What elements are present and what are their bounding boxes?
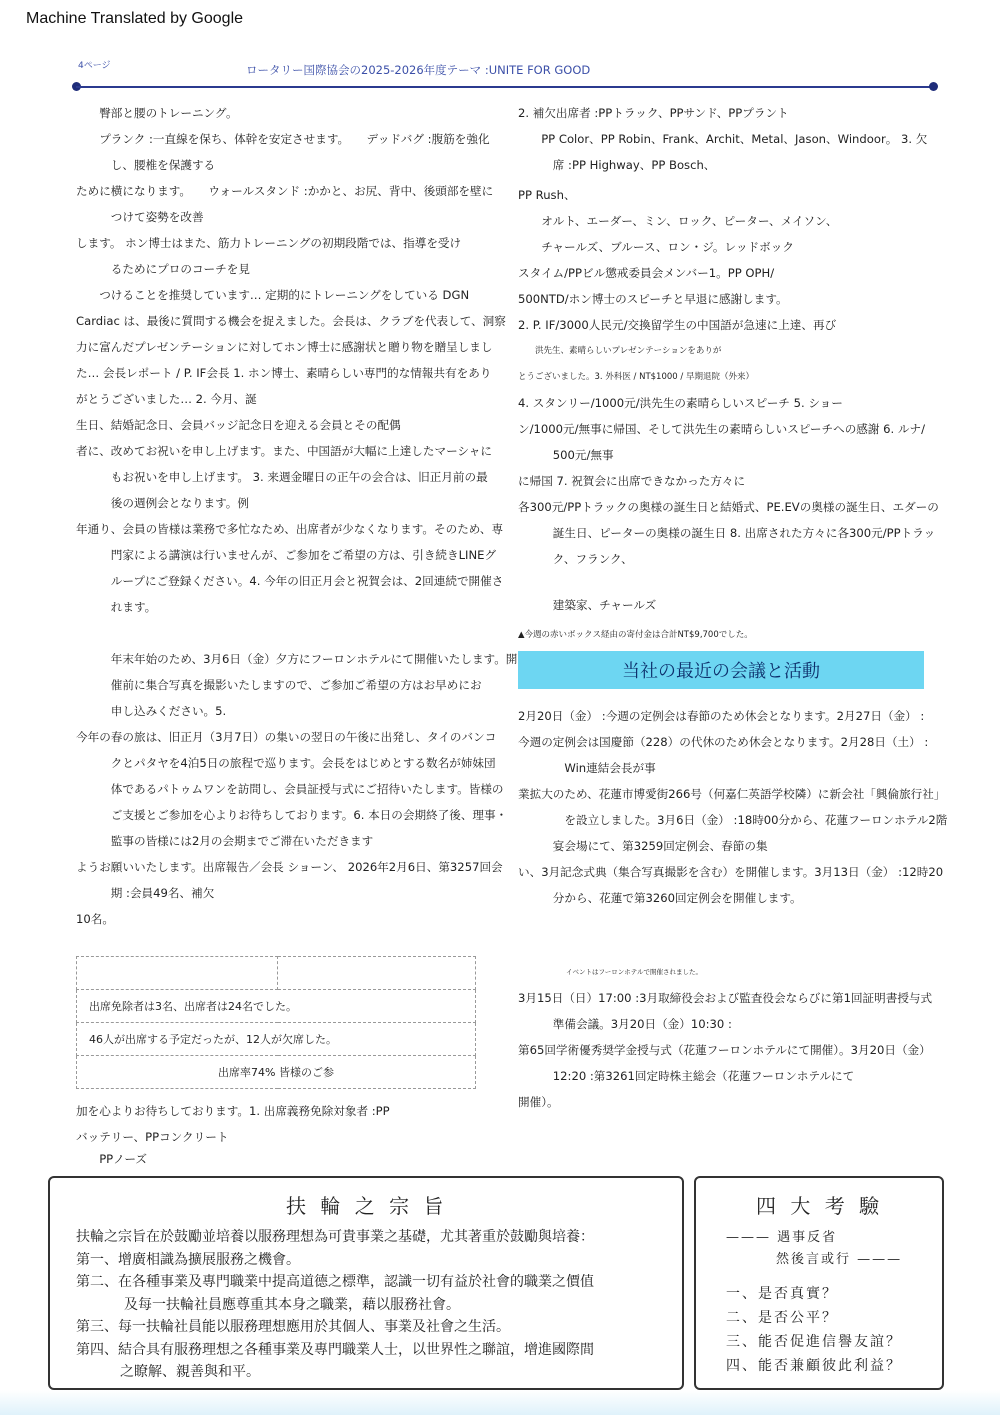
text-line: れます。 <box>76 600 157 614</box>
four-way-subtitle-1: ——— 遇事反省 <box>726 1230 838 1245</box>
attendance-table <box>76 956 476 1089</box>
machine-translated-label: Machine Translated by Google <box>26 10 244 27</box>
small-text-line: とうございました。3. 外科医 / NT$1000 / 早期退院（外来） <box>518 372 754 382</box>
text-line: つけて姿勢を改善 <box>76 210 204 224</box>
text-line: バッテリー、PPコンクリート <box>76 1130 229 1144</box>
blank-line <box>76 620 496 646</box>
meetings-column <box>518 703 948 1115</box>
page-theme: ロータリー国際協会の2025-2026年度テーマ :UNITE FOR GOOD <box>246 63 591 77</box>
text-line: 門家による講演は行いませんが、ご参加をご希望の方は、引き続きLINEグ <box>76 548 497 562</box>
table-row <box>77 1023 476 1056</box>
table-cell <box>278 957 476 990</box>
text-line: 申し込みください。5. <box>76 704 227 718</box>
list-item: 一、是否真實？ <box>726 1286 838 1302</box>
text-line: 年末年始のため、3月6日（金）夕方にフーロンホテルにて開催いたします。開 <box>76 652 518 666</box>
text-line: 第三、每一扶輪社員能以服務理想應用於其個人、事業及社會之生活。 <box>76 1319 510 1335</box>
table-row <box>77 957 476 990</box>
text-line: 体であるパトゥムワンを訪問し、会員証授与式にご招待いたします。皆様の <box>76 782 504 796</box>
text-line: ループにご登録ください。4. 今年の旧正月会と祝賀会は、2回連続で開催さ <box>76 574 504 588</box>
text-line: がとうございました… 2. 今月、誕 <box>76 392 257 406</box>
text-line: 12:20 :第3261回定時株主総会（花蓮フーロンホテルにて <box>518 1069 855 1083</box>
table-row <box>77 1056 476 1089</box>
text-line: Cardiac は、最後に質問する機会を捉えました。会長は、クラブを代表して、洞察 <box>76 314 506 328</box>
text-line: た… 会長レポート / P. IF会長 1. ホン博士、素晴らしい専門的な情報共有をあり <box>76 366 492 380</box>
text-line: 建築家、チャールズ <box>518 598 657 612</box>
table-cell <box>77 957 278 990</box>
text-line: 3月15日（日）17:00 :3月取締役会および監査役会ならびに第1回証明書授与式 <box>518 991 933 1005</box>
small-text-line: 洪先生、素晴らしいプレゼンテーションをありが <box>518 346 722 356</box>
text-line: 分から、花蓮で第3260回定例会を開催します。 <box>518 891 802 905</box>
text-line: 第65回学術優秀奨学金授与式（花蓮フーロンホテルにて開催）。3月20日（金） <box>518 1043 931 1057</box>
text-line: 後の週例会となります。例 <box>76 496 249 510</box>
text-line: 誕生日、ピーターの奥様の誕生日 8. 出席された方々に各300元/PPトラッ <box>518 526 936 540</box>
text-line: つけることを推奨しています… 定期的にトレーニングをしている DGN <box>76 288 470 302</box>
text-line: を設立しました。3月6日（金） :18時00分から、花蓮フーロンホテル2階 <box>518 813 948 827</box>
text-line: PPノーズ <box>76 1152 148 1166</box>
text-line: 席 :PP Highway、PP Bosch、 <box>518 158 716 172</box>
text-line: ために横になります。 ウォールスタンド :かかと、お尻、背中、後頭部を壁に <box>76 184 494 198</box>
text-line: 及每一扶輪社員應尊重其本身之職業，藉以服務社會。 <box>124 1296 460 1313</box>
text-line: PP Rush、 <box>518 188 576 202</box>
text-line: 業拡大のため、花蓮市博愛街266号（何嘉仁英語学校隣）に新会社「興倫旅行社」 <box>518 787 946 801</box>
text-line: オルト、エーダー、ミン、ロック、ピーター、メイソン、 <box>518 214 838 228</box>
text-line: 準備会議。3月20日（金）10:30 : <box>518 1017 732 1031</box>
four-way-test-title: 四 大 考 驗 <box>756 1194 884 1218</box>
text-line: 期 :会員49名、補欠 <box>76 886 215 900</box>
text-line: 扶輪之宗旨在於鼓勵並培養以服務理想為可貴事業之基礎，尤其著重於鼓勵與培養： <box>76 1229 594 1245</box>
text-line: 年通り、会員の皆様は業務で多忙なため、出席者が少なくなります。そのため、専 <box>76 522 504 536</box>
spacer <box>518 911 948 965</box>
red-box-note: ▲今週の赤いボックス経由の寄付金は合計NT$9,700でした。 <box>518 630 753 640</box>
table-cell: 出席率74% 皆様のご参 <box>77 1056 476 1089</box>
list-item: 三、能否促進信譽友誼？ <box>726 1334 902 1350</box>
text-line: 第二、在各種事業及專門職業中提高道德之標準，認識一切有益於社會的職業之價值 <box>76 1274 594 1290</box>
text-line: い、3月記念式典（集合写真撮影を含む）を開催します。3月13日（金） :12時20 <box>518 865 944 879</box>
text-line: スタイム/PPビル懲戒委員会メンバー1。PP OPH/ <box>518 266 775 280</box>
rotary-object-text <box>76 1226 594 1384</box>
text-line: PP Color、PP Robin、Frank、Archit、Metal、Jason、Windoor。 3. 欠 <box>518 132 928 146</box>
text-line: 2月20日（金） :今週の定例会は春節のため休会となります。2月27日（金） : <box>518 709 925 723</box>
text-line: チャールズ、ブルース、ロン・ジ。レッドボック <box>518 240 794 254</box>
text-line: 2. P. IF/3000人民元/交換留学生の中国語が急速に上達、再び <box>518 318 837 332</box>
text-line: に帰国 7. 祝賀会に出席できなかった方々に <box>518 474 746 488</box>
event-note: イベントはフーロンホテルで開催されました。 <box>566 968 702 976</box>
table-cell: 出席免除者は3名、出席者は24名でした。 <box>77 990 476 1023</box>
rotary-object-title: 扶 輪 之 宗 旨 <box>286 1194 448 1218</box>
table-row <box>77 990 476 1023</box>
four-way-test-box <box>694 1176 944 1390</box>
text-line: プランク :一直線を保ち、体幹を安定させます。 デッドバグ :腹筋を強化 <box>76 132 490 146</box>
text-line: るためにプロのコーチを見 <box>76 262 250 276</box>
text-line: 力に富んだプレゼンテーションに対してホン博士に感謝状と贈り物を贈呈しまし <box>76 340 493 354</box>
page-number: 4ページ <box>78 61 111 71</box>
text-line: 今週の定例会は国慶節（228）の代休のため休会となります。2月28日（土） : <box>518 735 929 749</box>
table-cell: 46人が出席する予定だったが、12人が欠席した。 <box>77 1023 476 1056</box>
text-line: 第四、結合具有服務理想之各種事業及專門職業人士，以世界性之聯誼，增進國際間 <box>76 1341 594 1358</box>
text-line: 監事の皆様には2月の会期までご滞在いただきます <box>76 834 374 848</box>
text-line: 10名。 <box>76 912 114 926</box>
text-line: 500NTD/ホン博士のスピーチと早退に感謝します。 <box>518 292 788 306</box>
list-item: 四、能否兼顧彼此利益？ <box>726 1358 902 1374</box>
text-line: 生日、結婚記念日、会員バッジ記念日を迎える会員とその配偶 <box>76 418 401 432</box>
text-line: ク、フランク、 <box>518 552 633 566</box>
four-way-test-items <box>726 1282 902 1378</box>
text-line: します。 ホン博士はまた、筋力トレーニングの初期段階では、指導を受け <box>76 236 462 250</box>
text-line: Win連結会長が事 <box>518 761 656 775</box>
text-line: ようお願いいたします。出席報告／会長 ショーン、 2026年2月6日、第3257回会 <box>76 860 503 874</box>
text-line: し、腰椎を保護する <box>76 158 216 172</box>
text-line: 500元/無事 <box>518 448 614 462</box>
rotary-object-box <box>48 1176 684 1390</box>
text-line: 開催）。 <box>518 1095 559 1109</box>
text-line: 之瞭解、親善與和平。 <box>120 1364 260 1380</box>
text-line: 臀部と腰のトレーニング。 <box>76 106 238 120</box>
text-line: 第一、增廣相識為擴展服務之機會。 <box>76 1251 300 1268</box>
right-column <box>518 100 948 648</box>
text-line: 宴会場にて、第3259回定例会、春節の集 <box>518 839 768 853</box>
text-line: クとパタヤを4泊5日の旅程で巡ります。会長をはじめとする数名が姉妹団 <box>76 756 496 770</box>
left-column <box>76 100 518 932</box>
blank-line <box>518 572 948 592</box>
text-line: ン/1000元/無事に帰国、そして洪先生の素晴らしいスピーチへの感謝 6. ルナ/ <box>518 422 926 436</box>
four-way-subtitle-2: 然後言或行 ——— <box>776 1252 903 1267</box>
meetings-heading: 当社の最近の会議と活動 <box>518 651 924 689</box>
rule-dot-right <box>929 82 938 91</box>
text-line: 者に、改めてお祝いを申し上げます。また、中国語が大幅に上達したマーシャに <box>76 444 492 458</box>
bottom-fade <box>0 1390 1000 1415</box>
text-line: もお祝いを申し上げます。 3. 来週金曜日の正午の会合は、旧正月前の最 <box>76 470 488 484</box>
list-item: 二、是否公平？ <box>726 1310 838 1326</box>
text-line: 催前に集合写真を撮影いたしますので、ご参加ご希望の方はお早めにお <box>76 678 482 692</box>
text-line: ご支援とご参加を心よりお待ちしております。6. 本日の会期終了後、理事・ <box>76 808 508 822</box>
text-line: 2. 補欠出席者 :PPトラック、PPサンド、PPプラント <box>518 106 789 120</box>
text-line: 4. スタンリー/1000元/洪先生の素晴らしいスピーチ 5. ショー <box>518 396 843 410</box>
header-rule <box>76 86 934 88</box>
text-line: 加を心よりお待ちしております。1. 出席義務免除対象者 :PP <box>76 1104 390 1118</box>
text-line: 各300元/PPトラックの奥様の誕生日と結婚式、PE.EVの奥様の誕生日、エダーの <box>518 500 939 514</box>
text-line: 今年の春の旅は、旧正月（3月7日）の集いの翌日の午後に出発し、タイのバンコ <box>76 730 497 744</box>
below-table-text <box>76 1098 496 1168</box>
